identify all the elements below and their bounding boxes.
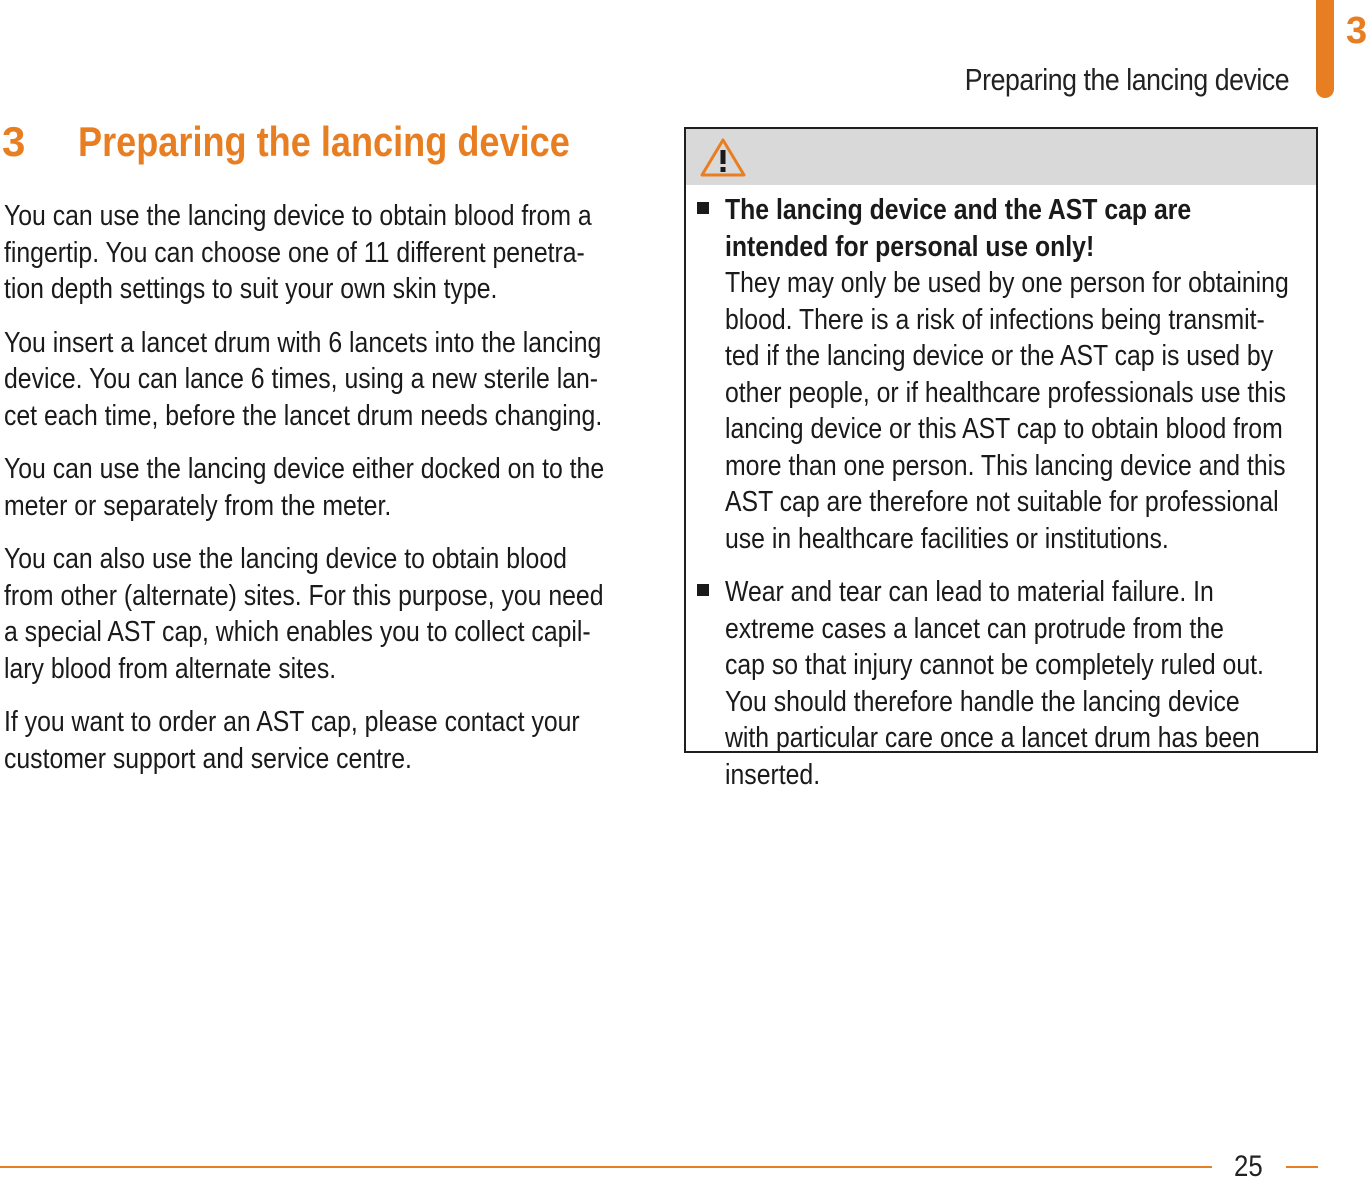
paragraph-alternate-sites: You can also use the lancing device to obtain blood from other (alternate) sites. For this purpose, you need a special AST cap, which enables you to collect capil- lary blood from alternate sites. [4, 543, 604, 685]
warning-item-text: Wear and tear can lead to material failure. In extreme cases a lancet can protrude from the cap so that injury cannot be completely ruled out. You should therefore handle the lancing device with particular care once a lancet drum has been inserted. [725, 576, 1264, 791]
warning-list [686, 192, 1316, 810]
paragraph-docked-use: You can use the lancing device either docked on to the meter or separately from the meter. [4, 453, 605, 522]
paragraph-order-ast-cap: If you want to order an AST cap, please contact your customer support and service centre. [4, 706, 580, 775]
square-bullet-icon [697, 202, 709, 214]
chapter-tab-marker [1316, 0, 1334, 98]
warning-triangle-icon [700, 137, 746, 182]
page-number: 25 [1234, 1150, 1263, 1183]
running-header-title: Preparing the lancing device [964, 62, 1289, 97]
footer-rule [0, 1166, 1212, 1168]
square-bullet-icon [697, 584, 709, 596]
body-column [4, 198, 628, 794]
warning-box [684, 127, 1318, 791]
warning-item-heading: The lancing device and the AST cap are intended for personal use only! [725, 194, 1192, 263]
warning-item [686, 574, 1316, 793]
paragraph-fingertip: You can use the lancing device to obtain blood from a fingertip. You can choose one of 11 different penetra- tion depth settings to suit your own skin type. [4, 200, 592, 305]
footer-rule-short [1286, 1166, 1318, 1168]
warning-header-bar [686, 129, 1316, 185]
section-number: 3 [2, 118, 26, 165]
warning-item [686, 192, 1316, 557]
paragraph-lancet-drum: You insert a lancet drum with 6 lancets into the lancing device. You can lance 6 times, using a new sterile lan- cet each time, before the lancet drum needs changing. [4, 326, 603, 432]
section-title: Preparing the lancing device [78, 118, 570, 165]
warning-item-text: They may only be used by one person for obtaining blood. There is a risk of infections being transmit- ted if the lancing device or the AST cap is used by other people, or if healthcare professionals use this lancing device or this AST cap to obtain blood from more than one person. This lancing device and this AST cap are therefore not suitable for professional use in healthcare facilities or institutions. [725, 267, 1289, 555]
chapter-number: 3 [1346, 10, 1368, 52]
